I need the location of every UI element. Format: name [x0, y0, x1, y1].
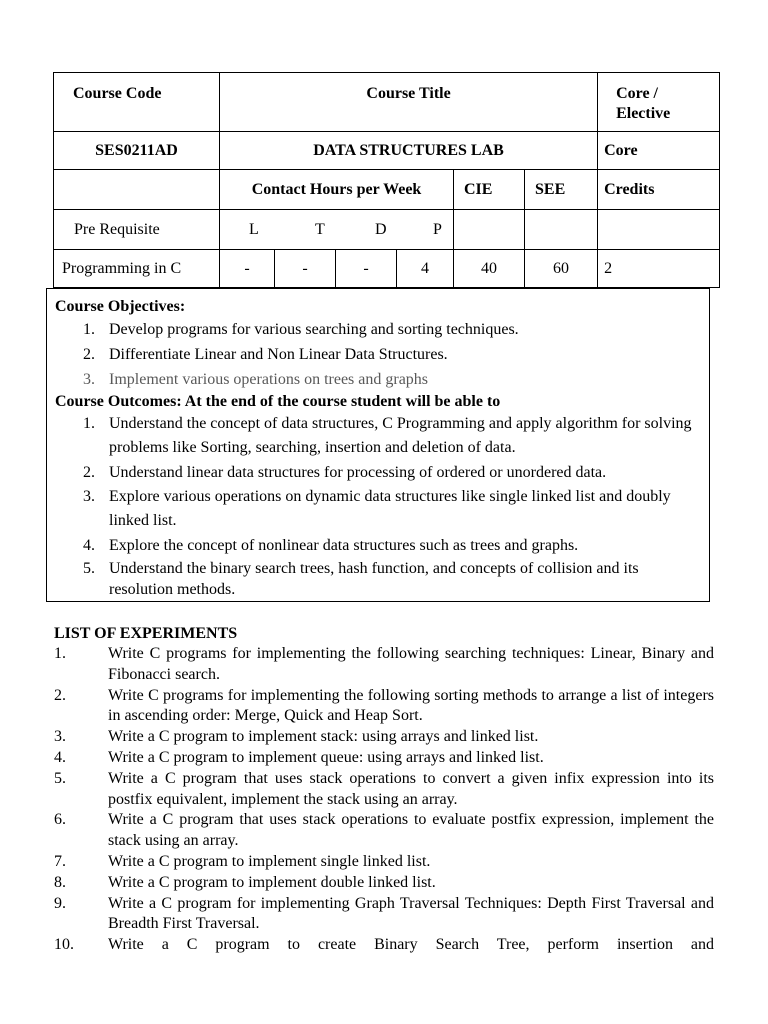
- list-item: 5. Understand the binary search trees, hash function, and concepts of collision and its resolution methods.: [83, 560, 639, 598]
- t-value: -: [275, 250, 336, 288]
- course-type: Core: [598, 132, 720, 170]
- outcomes-list: [55, 412, 701, 600]
- credits-header: Credits: [598, 170, 720, 210]
- course-title: DATA STRUCTURES LAB: [220, 132, 598, 170]
- credits-value: 2: [598, 250, 720, 288]
- list-item: 1. Understand the concept of data structures, C Programming and apply algorithm for solving problems like Sorting, searching, insertion and deletion of data.: [83, 415, 692, 456]
- p-header: P: [433, 220, 442, 238]
- prerequisite-label: Pre Requisite: [54, 210, 220, 250]
- d-value: -: [336, 250, 397, 288]
- list-item: 3. Write a C program to implement stack: using arrays and linked list.: [54, 728, 539, 746]
- empty-cell: [525, 210, 598, 250]
- d-header: D: [375, 220, 387, 238]
- list-item: 4. Write a C program to implement queue: using arrays and linked list.: [54, 748, 544, 766]
- p-value: 4: [397, 250, 454, 288]
- course-details-table: [53, 72, 720, 288]
- header-core-elective: Core / Elective: [598, 73, 720, 132]
- list-item: 4. Explore the concept of nonlinear data structures such as trees and graphs.: [83, 537, 579, 554]
- list-item: 1. Develop programs for various searching and sorting techniques.: [83, 321, 519, 338]
- l-header: L: [249, 220, 259, 238]
- list-item: 10. Write a C program to create Binary Search Tree, perform insertion and: [54, 936, 714, 954]
- t-header: T: [315, 220, 325, 238]
- list-item: 1. Write C programs for implementing the following searching techniques: Linear, Binary and Fibonacci search.: [54, 645, 714, 683]
- cie-header: CIE: [454, 170, 525, 210]
- outcomes-heading: Course Outcomes: At the end of the course student will be able to: [55, 393, 501, 410]
- experiments-section: [54, 624, 714, 956]
- list-item: 9. Write a C program for implementing Graph Traversal Techniques: Depth First Traversal and Breadth First Traversal.: [54, 894, 714, 933]
- see-value: 60: [525, 250, 598, 288]
- experiments-heading: LIST OF EXPERIMENTS: [54, 625, 238, 642]
- prerequisite-value: Programming in C: [54, 250, 220, 288]
- empty-cell: [598, 210, 720, 250]
- objectives-heading: Course Objectives:: [55, 298, 186, 315]
- list-item: 2. Understand linear data structures for processing of ordered or unordered data.: [83, 464, 607, 481]
- list-item: 8. Write a C program to implement double linked list.: [54, 873, 436, 891]
- l-value: -: [220, 250, 275, 288]
- cie-value: 40: [454, 250, 525, 288]
- header-course-code: Course Code: [54, 73, 220, 132]
- list-item: 3. Implement various operations on trees and graphs: [83, 371, 429, 388]
- course-code: SES0211AD: [54, 132, 220, 170]
- empty-cell: [454, 210, 525, 250]
- list-item: 2. Write C programs for implementing the following sorting methods to arrange a list of integers in ascending order: Merge, Quick and Heap Sort.: [54, 686, 714, 725]
- experiments-list: [54, 644, 714, 956]
- list-item: 2. Differentiate Linear and Non Linear Data Structures.: [83, 346, 448, 363]
- objectives-list: [55, 317, 701, 392]
- list-item: 6. Write a C program that uses stack operations to evaluate postfix expression, implement the stack using an array.: [54, 811, 714, 850]
- list-item: 3. Explore various operations on dynamic data structures like single linked list and doubly linked list.: [83, 488, 671, 529]
- list-item: 7. Write a C program to implement single linked list.: [54, 852, 431, 870]
- contact-hours-header: Contact Hours per Week: [220, 170, 454, 210]
- list-item: 5. Write a C program that uses stack operations to convert a given infix expression into its postfix equivalent, implement the stack using an array.: [54, 769, 714, 808]
- ltdp-header-cell: [220, 210, 454, 250]
- objectives-outcomes-box: [46, 288, 710, 602]
- header-course-title: Course Title: [220, 73, 598, 132]
- see-header: SEE: [525, 170, 598, 210]
- empty-cell: [54, 170, 220, 210]
